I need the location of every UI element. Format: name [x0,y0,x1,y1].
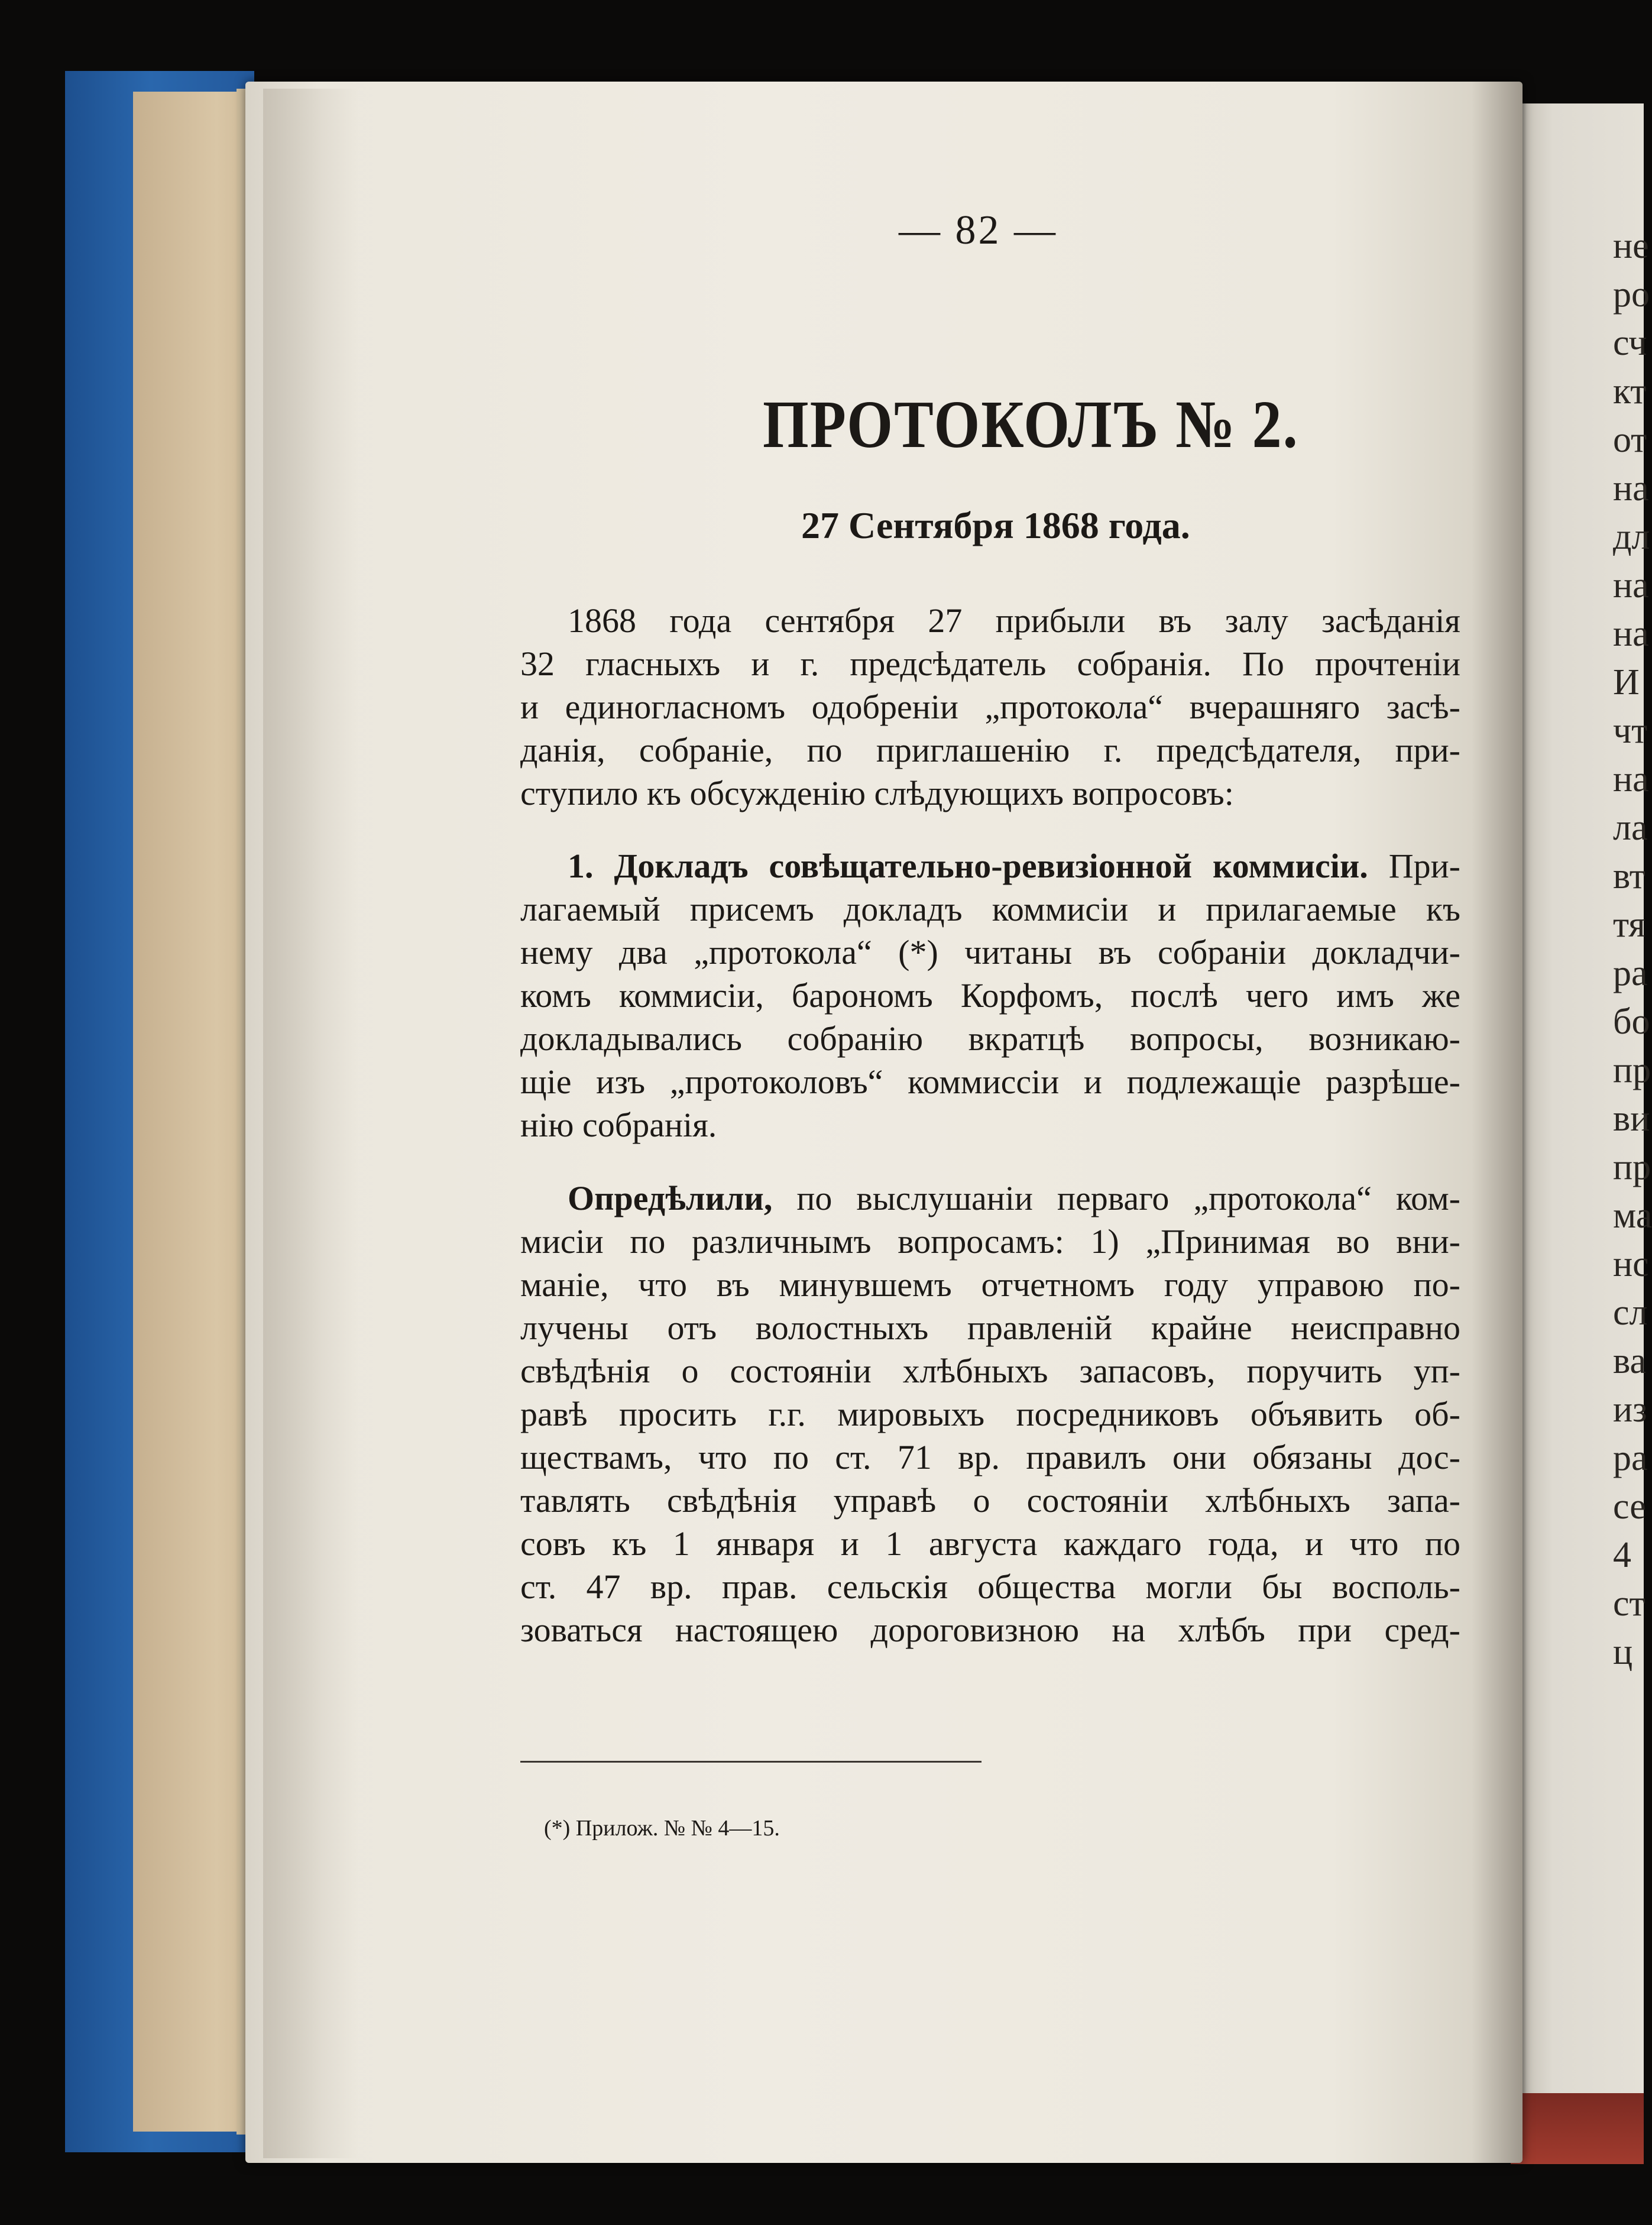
next-page-text-fragment: ва [1613,1341,1646,1381]
next-page-text-fragment: И [1613,662,1640,702]
text-line: совъ къ 1 января и 1 августа каждаго года, и что по [520,1524,1460,1563]
page-gutter-shadow [263,89,358,2158]
text-line [520,844,1460,888]
text-line: лагаемый присемъ докладъ коммисіи и прилагаемые къ [520,890,1460,928]
next-page-text-fragment: пр [1613,1050,1651,1090]
next-page-text-fragment: сч [1613,323,1647,363]
text-fragment: При- [1388,847,1460,885]
next-page-text-fragment: бо [1613,1002,1650,1042]
protocol-title: ПРОТОКОЛЪ № 2. [763,386,1299,462]
next-page-text-fragment: ла [1613,808,1648,848]
next-page-text-fragment: пр [1613,1147,1651,1187]
paragraph-opening [520,599,1460,815]
text-line: комъ коммисіи, барономъ Корфомъ, послѣ чего имъ же [520,976,1460,1015]
next-page-text-fragment: ц [1613,1632,1633,1672]
text-line: и единогласномъ одобреніи „протокола“ вчерашняго засѣ- [520,688,1460,726]
protocol-date: 27 Сентября 1868 года. [801,504,1190,546]
text-line: свѣдѣнія о состояніи хлѣбныхъ запасовъ, поручить уп- [520,1352,1460,1390]
next-page-text-fragment: 4 [1613,1535,1631,1575]
text-fragment: по выслушаніи перваго „протокола“ ком- [796,1179,1460,1217]
next-page-text-fragment: ро [1613,274,1650,315]
text-line: нему два „протокола“ (*) читаны въ собраніи докладчи- [520,933,1460,971]
resolution-heading: Опредѣлили, [568,1179,773,1217]
text-line: нію собранія. [520,1106,717,1144]
footnote-divider [520,1761,982,1763]
next-page-text-fragment: на [1613,565,1649,605]
footnote: (*) Прилож. № № 4—15. [544,1816,780,1841]
report-heading: 1. Докладъ совѣщательно-ревизіонной коммисіи. [568,847,1368,885]
red-page-edge [1511,2093,1644,2164]
next-page-text-fragment: кт [1613,371,1647,412]
paragraph-resolution [520,1177,1460,1651]
next-page-text-fragment: ви [1613,1099,1650,1139]
text-line: 1868 года сентября 27 прибыли въ залу засѣданія [568,601,1460,640]
text-line: равѣ просить г.г. мировыхъ посредниковъ объявить об- [520,1395,1460,1433]
text-line: зоваться настоящею дороговизною на хлѣбъ при сред- [520,1611,1460,1649]
text-line: мисіи по различнымъ вопросамъ: 1) „Принимая во вни- [520,1222,1460,1261]
next-page-text-fragment: дл [1613,517,1650,557]
next-page-text-fragment: на [1613,759,1649,799]
next-page-text-fragment: вт [1613,856,1645,896]
next-page-text-fragment: ма [1613,1196,1652,1236]
text-line: щіе изъ „протоколовъ“ коммиссіи и подлежащіе разрѣше- [520,1063,1460,1101]
text-line: ст. 47 вр. прав. сельскія общества могли бы восполь- [520,1567,1460,1606]
next-page-text-fragment: ст [1613,1583,1645,1624]
text-line: тавлять свѣдѣнія управѣ о состояніи хлѣбныхъ запа- [520,1481,1460,1520]
next-page-edge [1514,103,1652,2137]
text-line: ществамъ, что по ст. 71 вр. правилъ они обязаны дос- [520,1438,1460,1476]
next-page-text-fragment: ра [1613,953,1648,993]
text-line: докладывались собранію вкратцѣ вопросы, возникаю- [520,1019,1460,1058]
next-page-text-fragment: от [1613,420,1647,460]
next-page-text-fragment: из [1613,1390,1647,1430]
next-page-text-fragment: не [1613,226,1649,266]
next-page-text-fragment: сл [1613,1293,1648,1333]
text-line: маніе, что въ минувшемъ отчетномъ году управою по- [520,1265,1460,1304]
text-line [520,1177,1460,1220]
next-page-text-fragment: чт [1613,711,1648,751]
page-number: — 82 — [899,208,1058,253]
next-page-text-fragment: тя [1613,905,1645,945]
next-page-text-fragment: се [1613,1486,1646,1527]
paragraph-report [520,844,1460,1146]
next-page-text-fragment: на [1613,468,1649,509]
next-page-text-fragment: нс [1613,1244,1649,1284]
text-line: данія, собраніе, по приглашенію г. предсѣдателя, при- [520,731,1460,769]
next-page-text-fragment: ра [1613,1438,1648,1478]
text-line: 32 гласныхъ и г. предсѣдатель собранія. По прочтеніи [520,644,1460,683]
text-line: лучены отъ волостныхъ правленій крайне неисправно [520,1309,1460,1347]
next-page-text-fragment: на [1613,614,1649,654]
text-line: ступило къ обсужденію слѣдующихъ вопросовъ: [520,774,1234,812]
